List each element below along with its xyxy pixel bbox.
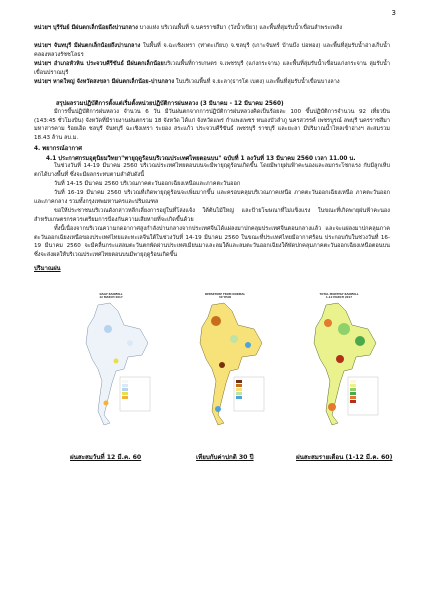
map-caption-departure: เทียบกับค่าปกติ 30 ปี bbox=[196, 454, 254, 461]
monthly-rainfall-map bbox=[286, 293, 392, 443]
map-title: DEPARTURE FROM NORMAL bbox=[204, 293, 246, 296]
thailand-map-departure bbox=[172, 299, 278, 427]
departure-map bbox=[172, 293, 278, 443]
map-subtitle: 12 MARCH 2017 bbox=[99, 296, 123, 299]
unit-detail: ในบริเวณพื้นที่ จ.ยะลา(ธารโต เบตง) และพื้นที่ลุ่มรับน้ำเขื่อนบางลาง bbox=[174, 79, 340, 85]
forecast-paragraph-4: ขอให้ประชาชนบริเวณดังกล่าวหลีกเลี่ยงการอยู่ในที่โล่งแจ้ง ใต้ต้นไม้ใหญ่ และป้ายโฆษณาที่ไม่แข็งแรง ในขณะที่เกิดพายุฝนฟ้าคะนอง สำหรับเกษตรกรควรเตรียมการป้องกันความเสียหายที่จะเกิดขึ้นด้วย bbox=[34, 208, 390, 223]
map-subtitle: 30 YEAR bbox=[218, 296, 232, 299]
daily-rainfall-map bbox=[58, 293, 164, 443]
forecast-paragraph-2: วันที่ 14-15 มีนาคม 2560 บริเวณภาคตะวันออกเฉียงเหนือและภาคตะวันออก bbox=[54, 181, 241, 187]
summary-paragraph: มีการขึ้นปฏิบัติการฝนหลวง จำนวน 6 วัน มีวันฝนตกจากการปฏิบัติการฝนหลวงคิดเป็นร้อยละ 100 ขึ้นปฏิบัติการจำนวน 92 เที่ยวบิน (143:45 ชั่วโมงบิน) จังหวัดที่มีรายงานฝนตกรวม 18 จังหวัด ได้แก่ จังหวัดแพร่ กำแพงเพชร หนองบัวลำภู นครสวรรค์ เพชรบูรณ์ ลพบุรี นครราชสีมา มหาสารคาม ร้อยเอ็ด ชลบุรี จันทบุรี ฉะเชิงเทรา ระยอง สระแก้ว ประจวบคีรีขันธ์ เพชรบุรี ราชบุรี และยะลา มีปริมาณน้ำไหลเข้าอ่างฯ สะสมรวม 18.43 ล้าน ลบ.ม. bbox=[34, 109, 390, 141]
unit-report-chanthaburi bbox=[34, 42, 390, 59]
unit-detail: ในพื้นที่ จ.ฉะเชิงเทรา (ท่าตะเกียบ) จ.ชลบุรี (เกาะจันทร์ บ้านบึง บ่อทอง) และพื้นที่ลุ่มรับน้ำอ่างเก็บน้ำคลองหลวงรัชชโลธร bbox=[34, 43, 390, 58]
unit-name: หน่วยฯ จันทบุรี มีฝนตกเล็กน้อยถึงปานกลาง bbox=[34, 43, 141, 49]
map-title: TOTAL MONTHLY RAINFALL bbox=[319, 293, 359, 296]
unit-name: หน่วยฯ หาดใหญ่ จังหวัดสงขลา มีฝนตกเล็กน้อย-ปานกลาง bbox=[34, 79, 175, 85]
map-subtitle: 1-12 MARCH 2017 bbox=[325, 296, 353, 299]
unit-name: หน่วยฯ บุรีรัมย์ มีฝนตกเล็กน้อยถึงปานกลาง bbox=[34, 25, 138, 31]
forecast-paragraph-5: ทั้งนี้เนื่องจากบริเวณความกดอากาศสูงกำลังปานกลางจากประเทศจีนได้แผ่ลงมาปกคลุมประเทศจีนตอนกลางแล้ว และจะแผ่ลงมาปกคลุมภาคตะวันออกเฉียงเหนือของประเทศไทยและทะเลจีนใต้ในช่วงวันที่ 14-19 มีนาคม 2560 ในขณะที่ประเทศไทยมีอากาศร้อน ประกอบกับในช่วงวันที่ 16-19 มีนาคม 2560 จะมีคลื่นกระแสลมตะวันตกพัดผ่านประเทศเมียนมาและลมใต้และลมตะวันออกเฉียงใต้พัดปกคลุมภาคตะวันออกเฉียงเหนือตอนบน ซึ่งจะส่งผลให้บริเวณประเทศไทยตอนบนมีพายุฤดูร้อนเกิดขึ้น bbox=[34, 226, 390, 258]
page-number: 3 bbox=[391, 9, 396, 17]
map-caption-monthly: ฝนสะสมรายเดือน (1-12 มี.ค. 60) bbox=[296, 454, 393, 461]
forecast-paragraph-3: วันที่ 16-19 มีนาคม 2560 บริเวณที่เกิดพายุฤดูร้อนจะเพิ่มมากขึ้น และครอบคลุมบริเวณภาคเหนือ ภาคตะวันออกเฉียงเหนือ ภาคตะวันออก และภาคกลาง รวมทั้งกรุงเทพมหานครและปริมณฑล bbox=[34, 190, 390, 205]
unit-detail: บางแห่ง บริเวณพื้นที่ จ.นครราชสีมา (วังน้ำเขียว) และพื้นที่ลุ่มรับน้ำเขื่อนลำพระเพลิง bbox=[137, 25, 343, 31]
rainfall-heading: ปริมาณฝน bbox=[34, 266, 61, 272]
forecast-heading: 4.1 ประกาศกรมอุตุนิยมวิทยา"พายุฤดูร้อนบริเวณประเทศไทยตอนบน" ฉบับที่ 1 ลงวันที่ 13 มีนาคม 2560 เวลา 11.00 น. bbox=[46, 156, 356, 162]
unit-name: หน่วยฯ อำเภอหัวหิน ประจวบคีรีขันธ์ มีฝนตกเล็กน้อย bbox=[34, 61, 164, 67]
unit-detail: บริเวณพื้นที่การเกษตร จ.เพชรบุรี (แก่งกระจาน) และพื้นที่ลุ่มรับน้ำเขื่อนแก่งกระจาน ลุ่มรับน้ำเขื่อนปราณบุรี bbox=[34, 61, 390, 76]
unit-report-huahin bbox=[34, 60, 390, 77]
unit-report-hatyai bbox=[34, 78, 390, 87]
map-caption-daily: ฝนสะสมวันที่ 12 มี.ค. 60 bbox=[70, 454, 142, 461]
thailand-map-monthly bbox=[286, 299, 392, 427]
summary-heading: สรุปผลรวมปฏิบัติการตั้งแต่เริ่มตั้งหน่วยปฏิบัติการฝนหลวง (3 มีนาคม - 12 มีนาคม 2560) bbox=[56, 101, 284, 107]
forecast-paragraph-1: ในช่วงวันที่ 14-19 มีนาคม 2560 บริเวณประเทศไทยตอนบนจะมีพายุฤดูร้อนเกิดขึ้น โดยมีพายุฝนฟ้าคะนองและลมกระโชกแรง กับมีลูกเห็บตกได้บางพื้นที่ ซึ่งจะมีผลกระทบตามลำดับดังนี้ bbox=[34, 163, 390, 178]
thailand-map-daily bbox=[58, 299, 164, 427]
unit-report-buriram bbox=[34, 24, 390, 33]
map-title: DAILY RAINFALL bbox=[99, 293, 123, 296]
section-4-heading: 4. พยากรณ์อากาศ bbox=[34, 146, 82, 152]
